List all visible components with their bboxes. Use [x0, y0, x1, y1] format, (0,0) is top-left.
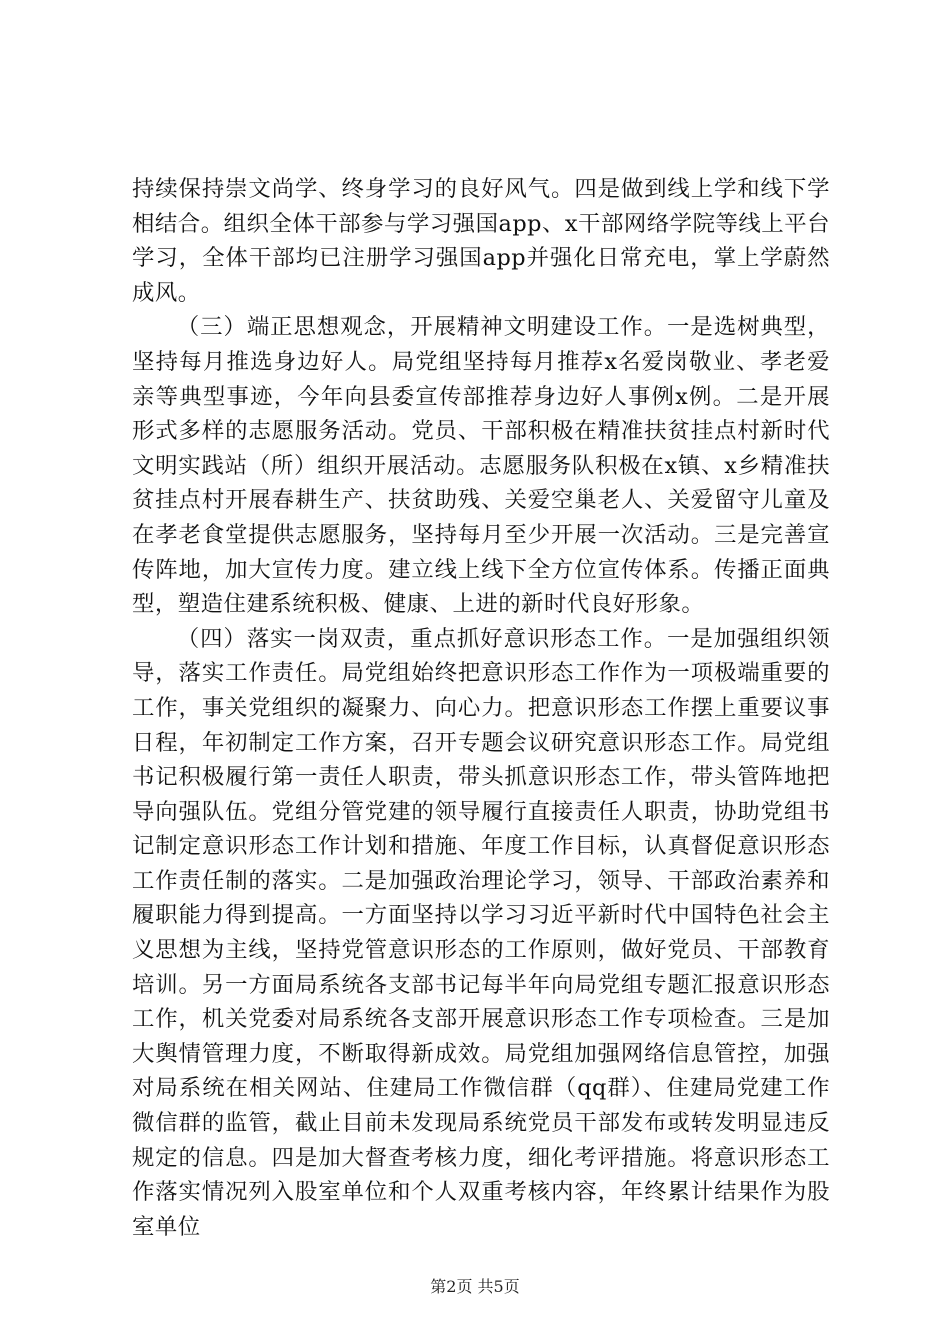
paragraph-section-three: （三）端正思想观念，开展精神文明建设工作。一是选树典型，坚持每月推选身边好人。局党组坚持每月推荐x名爱岗敬业、孝老爱亲等典型事迹，今年向县委宣传部推荐身边好人事例x例。二是开展形式多样的志愿服务活动。党员、干部积极在精准扶贫挂点村新时代文明实践站（所）组织开展活动。志愿服务队积极在x镇、x乡精准扶贫挂点村开展春耕生产、扶贫助残、关爱空巢老人、关爱留守儿童及在孝老食堂提供志愿服务，坚持每月至少开展一次活动。三是完善宣传阵地，加大宣传力度。建立线上线下全方位宣传体系。传播正面典型，塑造住建系统积极、健康、上进的新时代良好形象。 [132, 314, 830, 618]
paragraph-section-four: （四）落实一岗双责，重点抓好意识形态工作。一是加强组织领导，落实工作责任。局党组始终把意识形态工作作为一项极端重要的工作，事关党组织的凝聚力、向心力。把意识形态工作摆上重要议事日程，年初制定工作方案，召开专题会议研究意识形态工作。局党组书记积极履行第一责任人职责，带头抓意识形态工作，带头管阵地把导向强队伍。党组分管党建的领导履行直接责任人职责，协助党组书记制定意识形态工作计划和措施、年度工作目标，认真督促意识形态工作责任制的落实。二是加强政治理论学习，领导、干部政治素养和履职能力得到提高。一方面坚持以学习习近平新时代中国特色社会主义思想为主线，坚持党管意识形态的工作原则，做好党员、干部教育培训。另一方面局系统各支部书记每半年向局党组专题汇报意识形态工作，机关党委对局系统各支部开展意识形态工作专项检查。三是加大舆情管理力度，不断取得新成效。局党组加强网络信息管控，加强对局系统在相关网站、住建局工作微信群（qq群）、住建局党建工作微信群的监管，截止目前未发现局系统党员干部发布或转发明显违反规定的信息。四是加大督查考核力度，细化考评措施。将意识形态工作落实情况列入股室单位和个人双重考核内容，年终累计结果作为股室单位 [132, 625, 830, 1240]
page-number-footer: 第2页 共5页 [430, 1277, 520, 1296]
document-body [132, 172, 830, 1244]
paragraph-continuation: 持续保持崇文尚学、终身学习的良好风气。四是做到线上学和线下学相结合。组织全体干部参与学习强国app、x干部网络学院等线上平台学习，全体干部均已注册学习强国app并强化日常充电，掌上学蔚然成风。 [132, 176, 830, 306]
